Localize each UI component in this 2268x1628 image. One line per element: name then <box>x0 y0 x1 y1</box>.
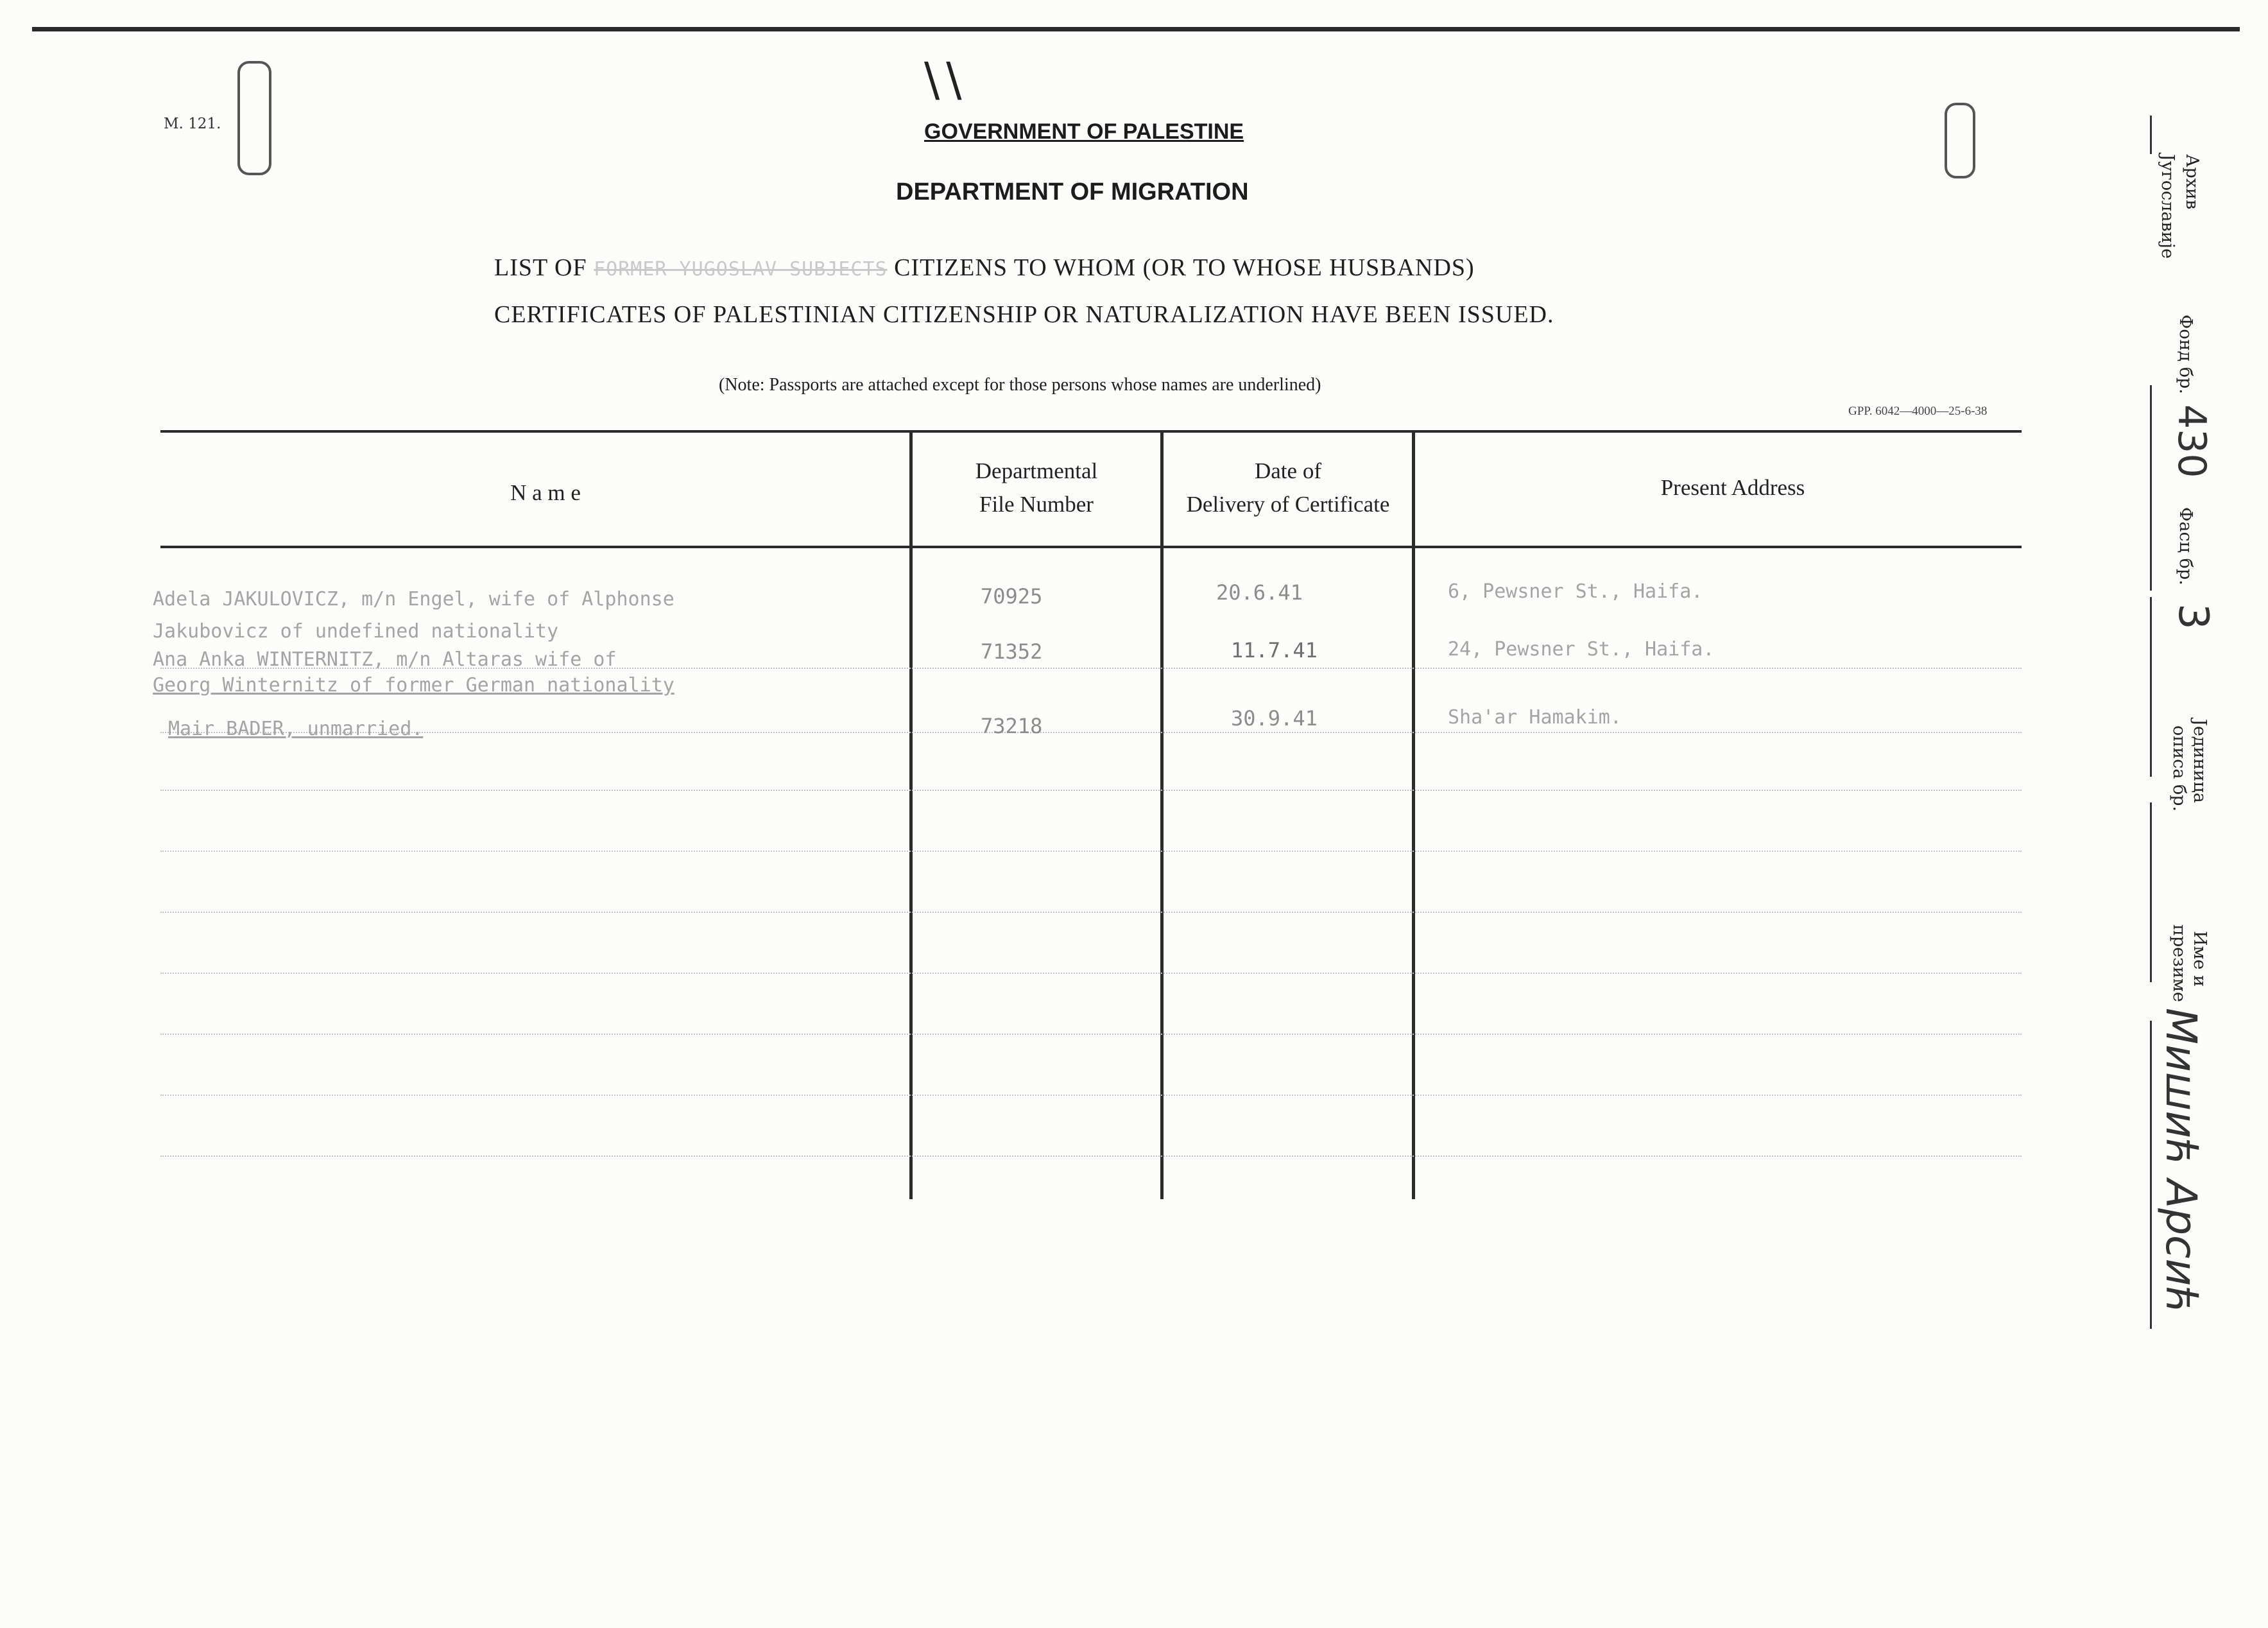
archive-label: Архив <box>2182 154 2202 210</box>
column-header-file-line-1: Departmental <box>975 458 1098 483</box>
table-row-1-address: 6, Pewsner St., Haifa. <box>1448 580 1703 603</box>
column-divider-1 <box>909 431 913 1199</box>
row-rule <box>160 1156 2022 1157</box>
row-rule <box>160 973 2022 974</box>
name-rule <box>2150 1021 2152 1329</box>
government-heading: GOVERNMENT OF PALESTINE <box>924 119 1244 144</box>
table-row-2-name-line-1: Ana Anka WINTERNITZ, m/n Altaras wife of <box>153 648 617 671</box>
passport-note: (Note: Passports are attached except for those persons whose names are underlined) <box>719 375 1321 395</box>
form-code: M. 121. <box>164 116 221 132</box>
column-header-date-line-1: Date of <box>1255 458 1321 483</box>
column-header-date <box>1163 455 1413 521</box>
staple-mark-left <box>237 61 271 175</box>
table-row-1-name-line-1: Adela JAKULOVICZ, m/n Engel, wife of Alphonse <box>153 588 674 610</box>
column-header-name-text: N a m e <box>510 480 581 505</box>
row-rule <box>160 851 2022 852</box>
fasc-rule <box>2150 597 2152 777</box>
list-faint-subjects: FORMER YUGOSLAV SUBJECTS <box>594 258 888 281</box>
table-row-3-file-number: 73218 <box>981 714 1043 738</box>
column-header-date-line-2: Delivery of Certificate <box>1186 492 1390 517</box>
fond-label: Фонд бр. <box>2176 315 2195 394</box>
table-top-rule <box>160 430 2022 433</box>
column-header-address-text: Present Address <box>1660 475 1805 500</box>
column-header-file-line-2: File Number <box>979 492 1094 517</box>
top-border-rule <box>32 27 2240 31</box>
list-title-line <box>494 254 1475 282</box>
table-row-2-file-number: 71352 <box>981 639 1043 664</box>
table-row-3-name-line-1: Mair BADER, unmarried. <box>168 718 424 740</box>
table-row-2-name-line-2: Georg Winternitz of former German nationality <box>153 674 674 697</box>
list-prefix: LIST OF <box>494 254 587 281</box>
table-row-3-date: 30.9.41 <box>1231 706 1318 731</box>
table-row-2-date: 11.7.41 <box>1231 638 1318 662</box>
fond-value: 430 <box>2169 404 2214 478</box>
fasc-label: Фасц бр. <box>2176 507 2195 585</box>
table-header-rule <box>160 546 2022 548</box>
name-label-line-2: презиме <box>2169 924 2189 1002</box>
name-label-line-1: Име и <box>2190 931 2210 987</box>
handwritten-corner-mark: \\ <box>924 53 968 107</box>
row-rule <box>160 912 2022 913</box>
table-row-3-address: Sha'ar Hamakim. <box>1448 706 1622 729</box>
fasc-value: 3 <box>2169 603 2217 630</box>
unit-label-line-2: описа бр. <box>2169 725 2189 812</box>
unit-rule <box>2150 802 2152 982</box>
table-row-2-address: 24, Pewsner St., Haifa. <box>1448 638 1715 661</box>
sidebar-rule <box>2150 116 2152 154</box>
yugoslavia-label: Југославије <box>2158 154 2178 259</box>
row-rule <box>160 790 2022 791</box>
table-row-1-name-line-2: Jakubovicz of undefined nationality <box>153 620 559 643</box>
column-header-address <box>1540 471 1925 505</box>
table-row-1-file-number: 70925 <box>981 584 1043 609</box>
column-header-file-number <box>924 455 1149 521</box>
column-header-name <box>449 476 642 510</box>
print-code: GPP. 6042—4000—25-6-38 <box>1848 404 1988 418</box>
unit-label-line-1: Јединица <box>2190 719 2210 803</box>
column-divider-2 <box>1160 431 1164 1199</box>
row-rule <box>160 732 2022 733</box>
table-row-1-date: 20.6.41 <box>1216 580 1303 605</box>
row-rule <box>160 1034 2022 1035</box>
row-rule <box>160 1095 2022 1096</box>
staple-mark-right <box>1945 103 1975 178</box>
fond-rule <box>2150 385 2152 591</box>
column-divider-3 <box>1412 431 1415 1199</box>
list-suffix: CITIZENS TO WHOM (OR TO WHOSE HUSBANDS) <box>894 254 1475 281</box>
archive-sidebar <box>2131 109 2268 1521</box>
handwritten-signature: Мишић Арсић <box>2156 1008 2206 1314</box>
certificates-line: CERTIFICATES OF PALESTINIAN CITIZENSHIP OR NATURALIZATION HAVE BEEN ISSUED. <box>494 301 1554 328</box>
department-heading: DEPARTMENT OF MIGRATION <box>896 178 1249 205</box>
